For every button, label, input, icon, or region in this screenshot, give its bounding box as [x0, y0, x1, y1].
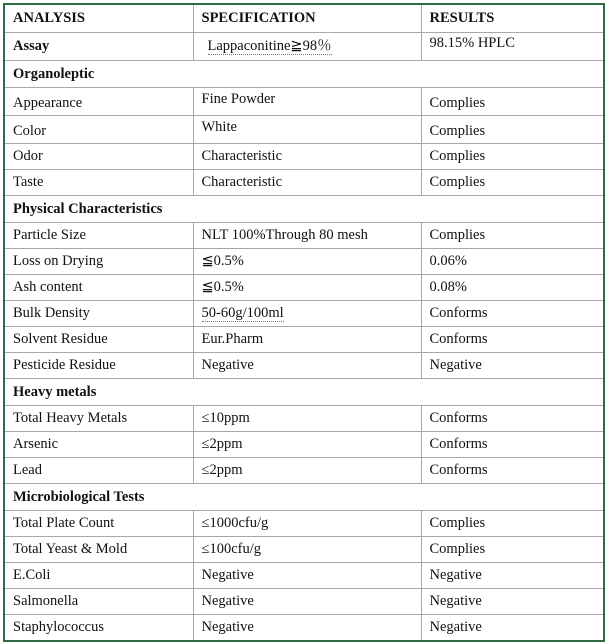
cell-specification: ≤2ppm [193, 458, 421, 484]
cell-analysis: Total Yeast & Mold [4, 537, 193, 563]
section-organoleptic [4, 61, 604, 88]
cell-specification: ≦0.5% [193, 249, 421, 275]
cell-analysis: Odor [4, 144, 193, 170]
cell-result: Complies [421, 537, 604, 563]
assay-result: 98.15% HPLC [421, 33, 604, 61]
assay-specification [193, 33, 421, 61]
cell-analysis: Lead [4, 458, 193, 484]
section-title: Physical Characteristics [4, 196, 604, 223]
header-results: RESULTS [421, 4, 604, 33]
cell-specification: Negative [193, 563, 421, 589]
cell-specification: White [193, 116, 421, 144]
cell-specification: Eur.Pharm [193, 327, 421, 353]
cell-specification: ≤10ppm [193, 406, 421, 432]
bulk-density-spec-text: 50-60g/100ml [201, 305, 284, 321]
cell-analysis: Bulk Density [4, 301, 193, 327]
cell-result: Complies [421, 223, 604, 249]
section-heavy-metals [4, 379, 604, 406]
table-row [4, 170, 604, 196]
section-title: Organoleptic [4, 61, 604, 88]
cell-analysis: Taste [4, 170, 193, 196]
cell-analysis: Appearance [4, 88, 193, 116]
cell-specification: Characteristic [193, 170, 421, 196]
cell-result: Complies [421, 116, 604, 144]
cell-result: Complies [421, 170, 604, 196]
cell-result: Negative [421, 563, 604, 589]
cell-analysis: Particle Size [4, 223, 193, 249]
cell-result: 0.08% [421, 275, 604, 301]
cell-result: Complies [421, 511, 604, 537]
table-row [4, 144, 604, 170]
cell-analysis: Staphylococcus [4, 615, 193, 642]
section-physical [4, 196, 604, 223]
table-row [4, 275, 604, 301]
cell-result: Conforms [421, 406, 604, 432]
table-row [4, 537, 604, 563]
cell-specification: NLT 100%Through 80 mesh [193, 223, 421, 249]
cell-specification: Characteristic [193, 144, 421, 170]
cell-result: 0.06% [421, 249, 604, 275]
cell-specification: ≤100cfu/g [193, 537, 421, 563]
table-row [4, 301, 604, 327]
cell-analysis: Loss on Drying [4, 249, 193, 275]
table-row [4, 88, 604, 116]
cell-result: Conforms [421, 327, 604, 353]
header-analysis: ANALYSIS [4, 4, 193, 33]
cell-analysis: Pesticide Residue [4, 353, 193, 379]
cell-specification: ≤1000cfu/g [193, 511, 421, 537]
table-row [4, 589, 604, 615]
table-row [4, 353, 604, 379]
table-row [4, 563, 604, 589]
specification-table [3, 3, 605, 642]
cell-result: Negative [421, 589, 604, 615]
section-microbiological [4, 484, 604, 511]
assay-row [4, 33, 604, 61]
cell-analysis: Ash content [4, 275, 193, 301]
cell-result: Conforms [421, 301, 604, 327]
cell-analysis: E.Coli [4, 563, 193, 589]
spec-sheet [3, 3, 603, 642]
cell-analysis: Total Plate Count [4, 511, 193, 537]
section-title: Heavy metals [4, 379, 604, 406]
cell-result: Conforms [421, 432, 604, 458]
table-row [4, 511, 604, 537]
table-row [4, 406, 604, 432]
cell-analysis: Color [4, 116, 193, 144]
table-row [4, 223, 604, 249]
cell-result: Complies [421, 144, 604, 170]
cell-specification: Fine Powder [193, 88, 421, 116]
cell-result: Complies [421, 88, 604, 116]
table-row [4, 116, 604, 144]
assay-label: Assay [4, 33, 193, 61]
cell-analysis: Salmonella [4, 589, 193, 615]
cell-result: Negative [421, 615, 604, 642]
cell-specification: ≤2ppm [193, 432, 421, 458]
table-row [4, 615, 604, 642]
header-row [4, 4, 604, 33]
cell-specification: ≦0.5% [193, 275, 421, 301]
cell-specification: Negative [193, 615, 421, 642]
cell-analysis: Total Heavy Metals [4, 406, 193, 432]
table-row [4, 458, 604, 484]
cell-result: Conforms [421, 458, 604, 484]
cell-specification: Negative [193, 589, 421, 615]
cell-analysis: Solvent Residue [4, 327, 193, 353]
cell-result: Negative [421, 353, 604, 379]
table-row [4, 249, 604, 275]
table-row [4, 327, 604, 353]
assay-specification-text: Lappaconitine≧98％ [207, 38, 332, 54]
table-row [4, 432, 604, 458]
cell-specification [193, 301, 421, 327]
cell-analysis: Arsenic [4, 432, 193, 458]
section-title: Microbiological Tests [4, 484, 604, 511]
header-specification: SPECIFICATION [193, 4, 421, 33]
cell-specification: Negative [193, 353, 421, 379]
